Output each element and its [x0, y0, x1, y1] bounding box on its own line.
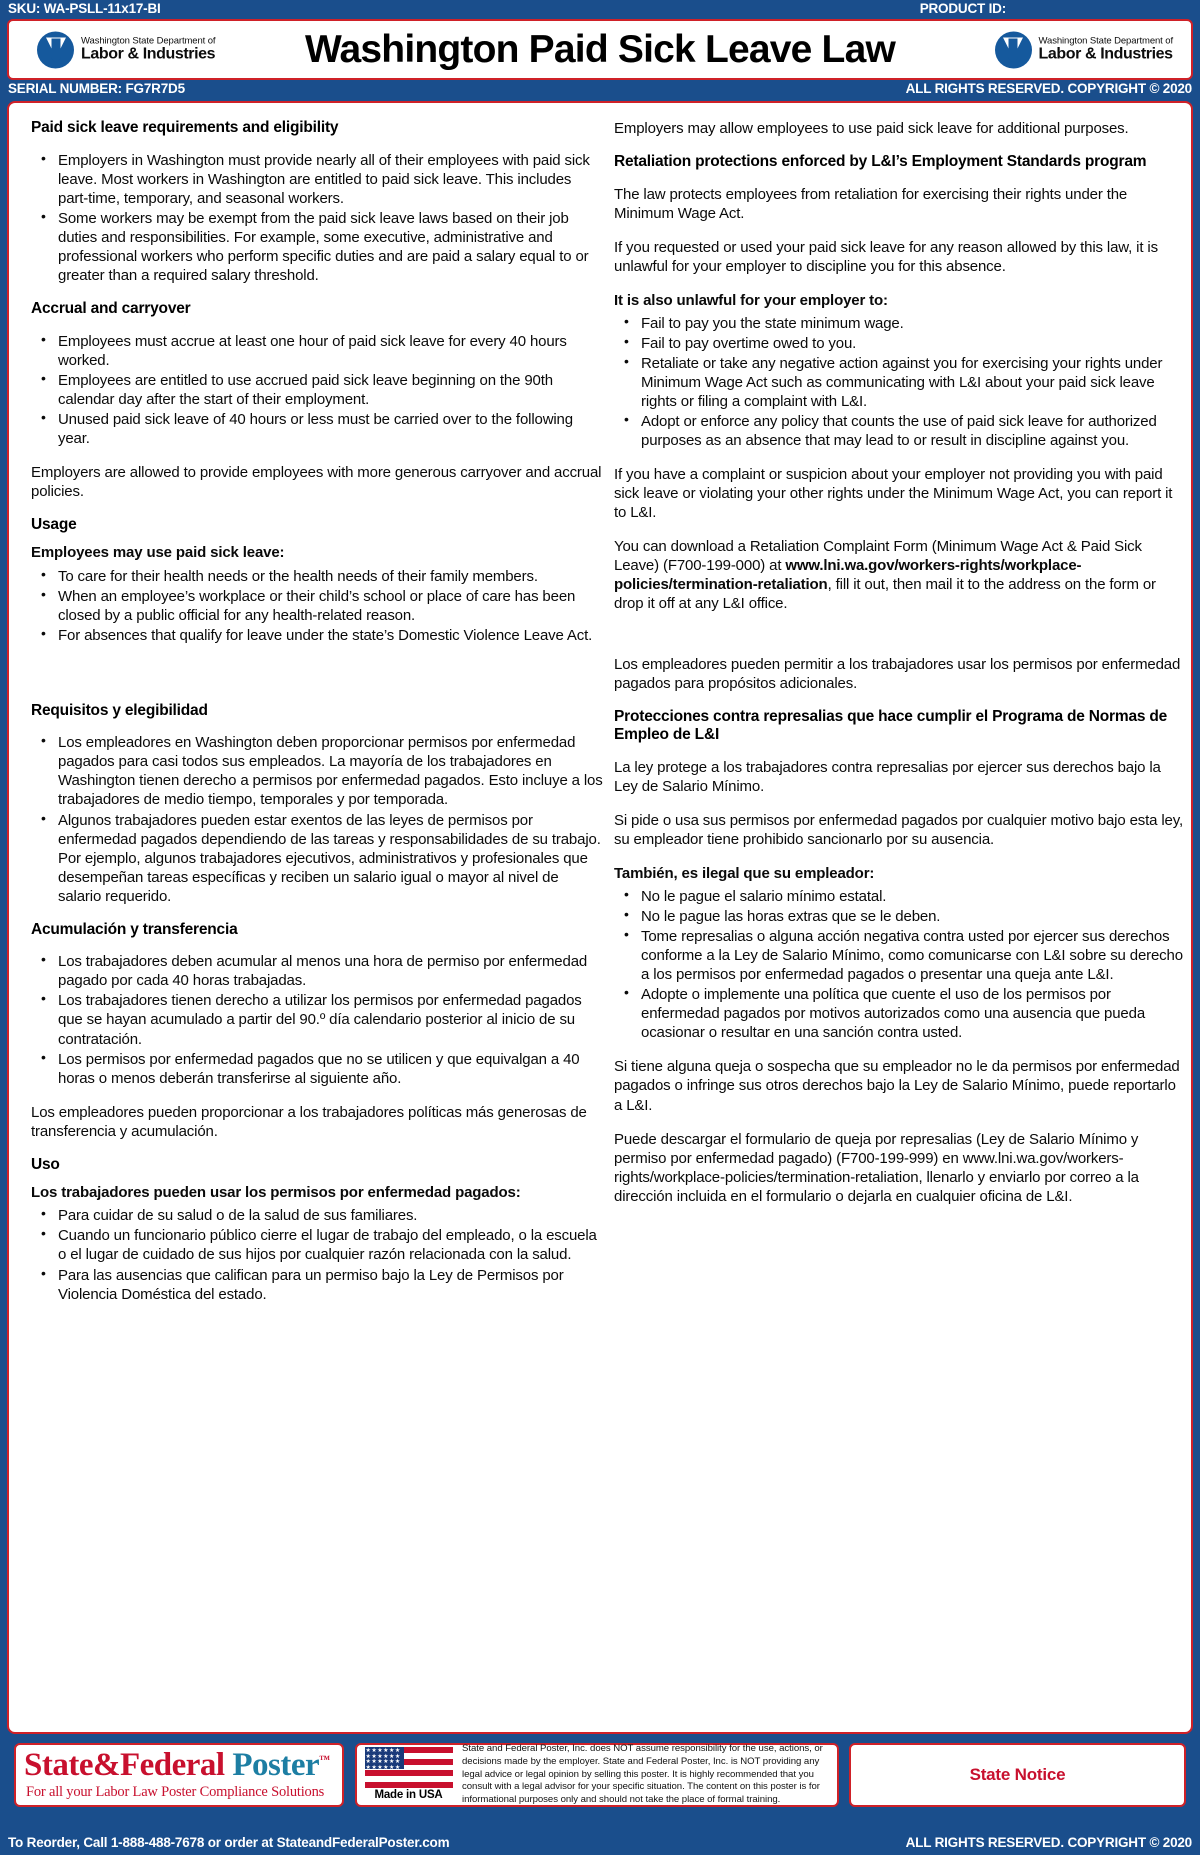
list-item: • Los trabajadores deben acumular al menos una hora de permiso por enfermedad pagado por cada 40 horas trabajadas.	[31, 952, 604, 990]
heading-requirements: Paid sick leave requirements and eligibility	[31, 119, 339, 136]
paragraph-requested: If you requested or used your paid sick leave for any reason allowed by this law, it is unlawful for your employer to discipline you for this absence.	[614, 238, 1158, 275]
heading-acumulacion: Acumulación y transferencia	[31, 920, 238, 938]
reorder-text: To Reorder, Call 1-888-488-7678 or order at StateandFederalPoster.com	[8, 1835, 450, 1850]
brand-logo-box	[14, 1743, 344, 1807]
lni-logo-right	[995, 31, 1173, 68]
list-unlawful	[614, 314, 1187, 450]
uso-lead: Los trabajadores pueden usar los permisos por enfermedad pagados:	[31, 1184, 521, 1202]
copyright-top: ALL RIGHTS RESERVED. COPYRIGHT © 2020	[905, 81, 1192, 96]
list-usage	[31, 567, 604, 645]
list-item: • Para cuidar de su salud o de la salud de sus familiares.	[31, 1206, 604, 1225]
made-in-usa-label: Made in USA	[374, 1789, 443, 1801]
unlawful-lead: It is also unlawful for your employer to:	[614, 291, 888, 309]
brand-federal: Federal	[119, 1747, 225, 1783]
right-column	[614, 119, 1187, 1221]
left-column	[31, 119, 604, 1319]
list-item: • Para las ausencias que califican para un permiso bajo la Ley de Permisos por Violencia Doméstica del estado.	[31, 1266, 604, 1304]
page-title: Washington Paid Sick Leave Law	[304, 27, 896, 71]
brand-poster: Poster	[232, 1747, 320, 1783]
list-ilegal	[614, 887, 1187, 1042]
list-item: • Fail to pay overtime owed to you.	[614, 334, 1187, 353]
list-item: • To care for their health needs or the health needs of their family members.	[31, 567, 604, 586]
heading-retaliation: Retaliation protections enforced by L&I’s Employment Standards program	[614, 153, 1147, 171]
paragraph-propositos-adicionales: Los empleadores pueden permitir a los trabajadores usar los permisos por enfermedad pagados para propósitos adicionales.	[614, 655, 1181, 692]
heading-accrual: Accrual and carryover	[31, 299, 191, 317]
list-item: • Los permisos por enfermedad pagados que no se utilicen y que equivalgan a 40 horas o menos deberán transferirse al siguiente año.	[31, 1050, 604, 1088]
list-item: • Retaliate or take any negative action against you for exercising your rights under Minimum Wage Act such as communicating with L&I about your paid sick leave rights or filing a complaint with L&I.	[614, 354, 1187, 411]
footer-bar	[0, 1835, 1200, 1855]
lni-dept-line-2: Washington State Department of	[1038, 35, 1173, 47]
lni-emblem-icon-2	[995, 31, 1032, 68]
lni-name-line-2: Labor & Industries	[1038, 45, 1173, 63]
spanish-left-block	[31, 702, 604, 1304]
english-right-block	[614, 119, 1187, 614]
disclaimer-box	[355, 1743, 839, 1807]
list-item: • No le pague el salario mínimo estatal.	[614, 887, 1187, 906]
lni-dept-line: Washington State Department of	[81, 35, 216, 47]
paragraph-download	[614, 537, 1187, 613]
content-card	[7, 101, 1193, 1734]
lni-wordmark-right	[1039, 36, 1173, 63]
disclaimer-text: State and Federal Poster, Inc. does NOT assume responsibility for the use, actions, or decisions made by the employer. State and Federal Poster, Inc. is NOT providing any legal advice or legal opinion by selling this poster. It is highly recommended that you consult with a legal advisor for your specific situation. The content on this poster is for informational purposes only and should not take the place of formal training.	[462, 1743, 823, 1806]
state-notice-label: State Notice	[969, 1765, 1066, 1784]
paragraph-pide: Si pide o usa sus permisos por enfermedad pagados por cualquier motivo bajo esta ley, su empleador tiene prohibido sancionarlo por su ausencia.	[614, 811, 1183, 848]
brand-ampersand: &	[92, 1747, 120, 1783]
list-item: • Adopte o implemente una política que cuente el uso de los permisos por enfermedad pagados por motivos autorizados como una ausencia que pueda ocasionar o resultar en una sanción contra usted.	[614, 985, 1187, 1042]
list-item: • Algunos trabajadores pueden estar exentos de las leyes de permisos por enfermedad pagados dependiendo de las tareas y responsabilidades de su trabajo. Por ejemplo, algunos trabajadores ejecutivos, administrativos y profesionales que desempeñan tareas específicas y reciben un salario igual o mayor al nivel de salario requerido.	[31, 811, 604, 906]
usage-lead: Employees may use paid sick leave:	[31, 544, 285, 562]
paragraph-queja: Si tiene alguna queja o sospecha que su empleador no le da permisos por enfermedad pagados o infringe sus otros derechos bajo la Ley de Salario Mínimo, puede reportarlo a L&I.	[614, 1058, 1180, 1114]
list-item: • Tome represalias o alguna acción negativa contra usted por ejercer sus derechos conforme a la Ley de Salario Mínimo, como comunicarse con L&I sobre su derecho a los permisos por enfermedad pagados o presentar una queja ante L&I.	[614, 927, 1187, 984]
list-item: • When an employee’s workplace or their child’s school or place of care has been closed by a public official for any health-related reason.	[31, 587, 604, 625]
brand-tagline: For all your Labor Law Poster Compliance Solutions	[26, 1784, 325, 1800]
trademark-icon: ™	[319, 1754, 330, 1766]
poster-footer	[0, 1737, 1200, 1855]
serial-number: SERIAL NUMBER: FG7R7D5	[8, 81, 185, 96]
english-left-block	[31, 119, 604, 645]
product-id-label: PRODUCT ID:	[919, 1, 1006, 16]
list-item: • Los trabajadores tienen derecho a utilizar los permisos por enfermedad pagados que se hayan acumulado a partir del 90.º día calendario posterior al inicio de su contratación.	[31, 991, 604, 1048]
ilegal-lead: También, es ilegal que su empleador:	[614, 865, 875, 882]
paragraph-acumulacion-note: Los empleadores pueden proporcionar a los trabajadores políticas más generosas de transferencia y acumulación.	[31, 1103, 587, 1140]
list-accrual	[31, 332, 604, 448]
list-item: • Adopt or enforce any policy that counts the use of paid sick leave for authorized purposes as an absence that may lead to or result in discipline against you.	[614, 412, 1187, 450]
list-item: • Some workers may be exempt from the paid sick leave laws based on their job duties and responsibilities. For example, some executive, administrative and professional workers who perform specific duties and are paid a salary equal to or greater than a required salary threshold.	[31, 209, 604, 285]
paragraph-protects: The law protects employees from retaliation for exercising their rights under the Minimum Wage Act.	[614, 185, 1128, 222]
paragraph-complaint: If you have a complaint or suspicion about your employer not providing you with paid sick leave or violating your other rights under the Minimum Wage Act, you can report it to L&I.	[614, 466, 1173, 522]
heading-usage: Usage	[31, 515, 77, 533]
poster-header	[7, 19, 1193, 80]
list-item: • For absences that qualify for leave under the state’s Domestic Violence Leave Act.	[31, 626, 604, 645]
top-meta-bar	[0, 0, 1200, 19]
spanish-right-block	[614, 655, 1187, 1206]
paragraph-protege: La ley protege a los trabajadores contra represalias por ejercer sus derechos bajo la Ley de Salario Mínimo.	[614, 758, 1161, 795]
made-in-usa-group	[361, 1746, 456, 1804]
download-url: www.lni.wa.gov/workers-rights/workplace-policies/termination-retaliation	[614, 557, 1082, 594]
paragraph-accrual-note: Employers are allowed to provide employees with more generous carryover and accrual policies.	[31, 463, 602, 500]
list-item: • Employees must accrue at least one hour of paid sick leave for every 40 hours worked.	[31, 332, 604, 370]
list-item: • Unused paid sick leave of 40 hours or less must be carried over to the following year.	[31, 410, 604, 448]
list-item: • No le pague las horas extras que se le deben.	[614, 907, 1187, 926]
paragraph-additional-purposes: Employers may allow employees to use paid sick leave for additional purposes.	[614, 120, 1129, 137]
paragraph-descargar: Puede descargar el formulario de queja por represalias (Ley de Salario Mínimo y permiso por enfermedad pagado) (F700-199-999) en www.lni.wa.gov/workers-rights/workplace-policies/termination-retaliation, llenarlo y enviarlo por correo a la dirección incluida en el formulario o dejarla en cualquier oficina de L&I.	[614, 1130, 1139, 1205]
serial-bar	[0, 81, 1200, 100]
heading-protecciones: Protecciones contra represalias que hace cumplir el Programa de Normas de Empleo de L&I	[614, 707, 1168, 744]
brand-wordmark	[24, 1748, 336, 1784]
brand-state: State	[24, 1747, 93, 1783]
list-item: • Employees are entitled to use accrued paid sick leave beginning on the 90th calendar day after the start of their employment.	[31, 371, 604, 409]
list-item: • Los empleadores en Washington deben proporcionar permisos por enfermedad pagados para casi todos sus empleados. La mayoría de los trabajadores en Washington tienen derecho a permisos por enfermedad pagados. Esto incluye a los trabajadores de medio tiempo, temporales y por temporada.	[31, 733, 604, 809]
download-pre-text: You can download a Retaliation Complaint Form (Minimum Wage Act & Paid Sick Leave) (F700-199-000) at	[614, 538, 1142, 575]
lni-name-line: Labor & Industries	[81, 45, 216, 63]
list-requisitos	[31, 733, 604, 905]
list-uso	[31, 1206, 604, 1303]
list-acumulacion	[31, 952, 604, 1087]
heading-uso: Uso	[31, 1155, 60, 1173]
copyright-bottom: ALL RIGHTS RESERVED. COPYRIGHT © 2020	[905, 1835, 1192, 1850]
list-item: • Cuando un funcionario público cierre el lugar de trabajo del empleado, o la escuela o el lugar de cuidado de sus hijos por cualquier razón relacionada con la salud.	[31, 1226, 604, 1264]
download-post-text: , fill it out, then mail it to the address on the form or drop it off at any L&I office.	[614, 576, 1156, 613]
heading-requisitos: Requisitos y elegibilidad	[31, 701, 208, 719]
state-notice-box	[849, 1743, 1186, 1807]
usa-flag-icon	[365, 1747, 453, 1788]
flag-canton: ★★★★★★ ★★★★★★ ★★★★★★ ★★★★★★	[365, 1747, 404, 1769]
list-requirements	[31, 151, 604, 285]
sku-label: SKU: WA-PSLL-11x17-BI	[8, 1, 161, 16]
list-item: • Fail to pay you the state minimum wage.	[614, 314, 1187, 333]
list-item: • Employers in Washington must provide nearly all of their employees with paid sick leave. Most workers in Washington are entitled to paid sick leave. This includes part-time, temporary, and seasonal workers.	[31, 151, 604, 208]
